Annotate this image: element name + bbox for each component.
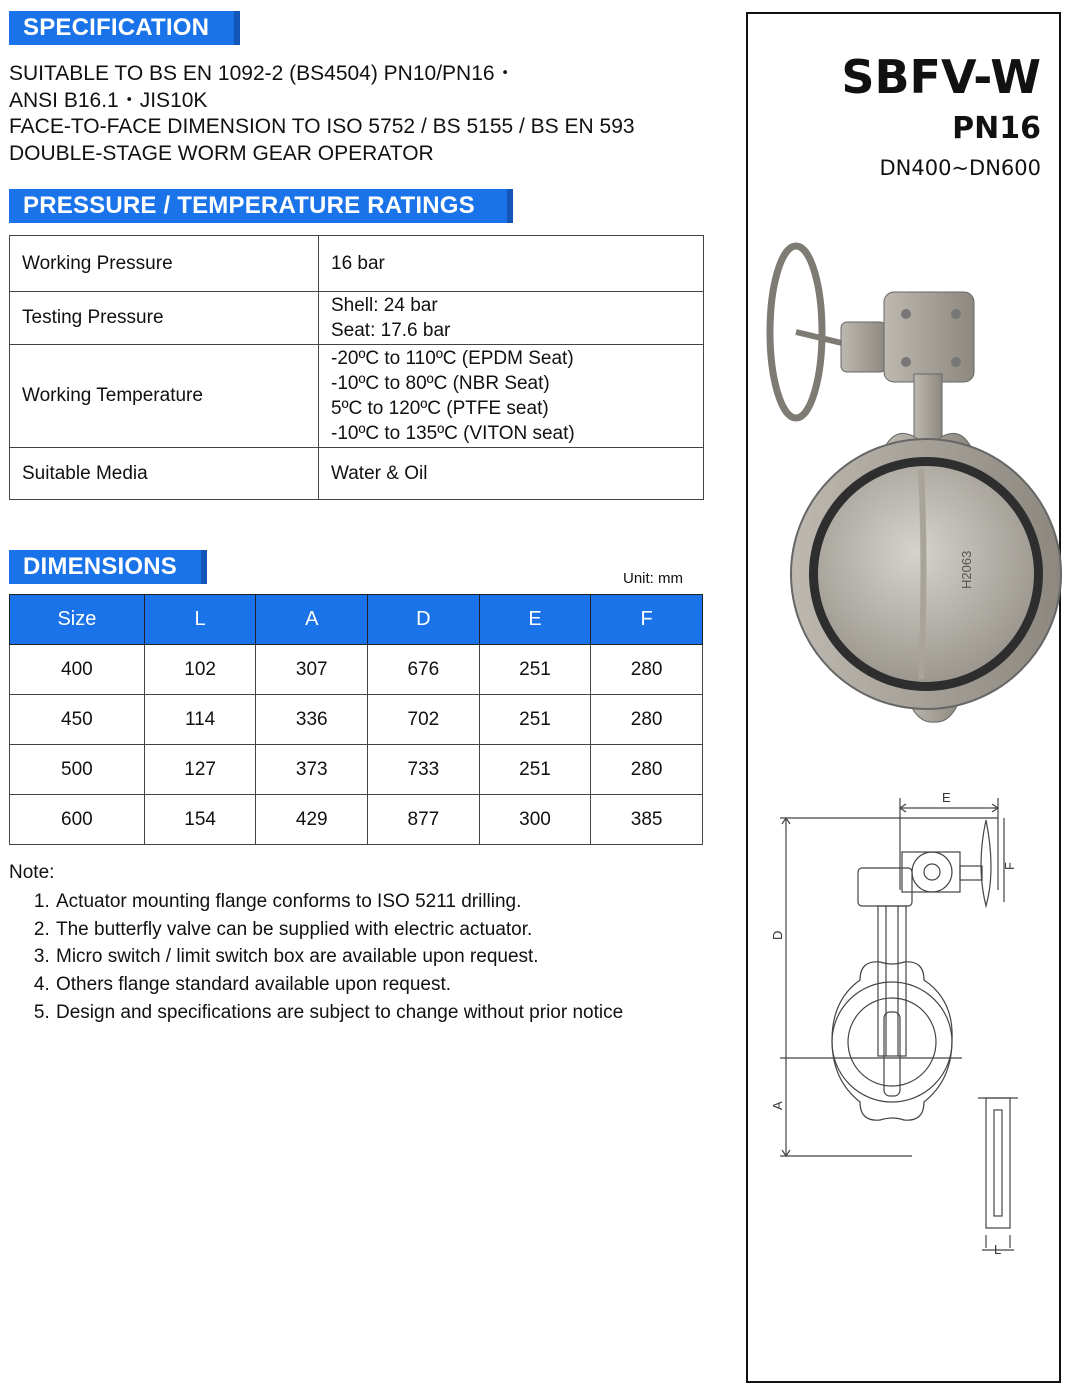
model-name: SBFV-W [841, 50, 1041, 104]
table-cell: 300 [479, 795, 591, 845]
table-cell: 702 [368, 695, 480, 745]
table-row [10, 745, 703, 795]
valve-photo [766, 244, 1046, 744]
rating-value-line: Shell: 24 bar [331, 295, 438, 316]
table-row [10, 645, 703, 695]
list-item: 3. Micro switch / limit switch box are available upon request. [55, 943, 623, 971]
table-row [10, 795, 703, 845]
table-row [10, 345, 704, 448]
table-cell: 251 [479, 695, 591, 745]
table-row [10, 695, 703, 745]
table-cell: 307 [256, 645, 368, 695]
table-row [10, 236, 704, 292]
rating-value-line: -20ºC to 110ºC (EPDM Seat) [331, 348, 574, 369]
rating-value [319, 345, 704, 448]
rating-value-line: Seat: 17.6 bar [331, 320, 451, 341]
table-cell: 400 [10, 645, 145, 695]
column-header: A [256, 595, 368, 645]
table-cell: 280 [591, 645, 703, 695]
list-item: 1. Actuator mounting flange conforms to ISO 5211 drilling. [55, 888, 623, 916]
table-cell: 733 [368, 745, 480, 795]
rating-value [319, 292, 704, 345]
spec-line: DOUBLE-STAGE WORM GEAR OPERATOR [9, 141, 434, 165]
rating-label: Suitable Media [10, 448, 319, 500]
table-cell: 154 [144, 795, 256, 845]
table-cell: 500 [10, 745, 145, 795]
dim-label-a: A [770, 1101, 785, 1110]
column-header: Size [10, 595, 145, 645]
table-cell: 877 [368, 795, 480, 845]
table-cell: 251 [479, 645, 591, 695]
table-cell: 385 [591, 795, 703, 845]
table-cell: 336 [256, 695, 368, 745]
table-cell: 429 [256, 795, 368, 845]
notes [9, 862, 623, 1027]
dim-label-l: L [994, 1242, 1002, 1257]
dim-label-d: D [770, 930, 785, 940]
rating-label: Working Pressure [10, 236, 319, 292]
spec-line: FACE-TO-FACE DIMENSION TO ISO 5752 / BS 5155 / BS EN 593 [9, 115, 635, 138]
dim-label-f: F [1002, 862, 1017, 870]
specification-text [9, 61, 635, 167]
column-header: E [479, 595, 591, 645]
table-cell: 127 [144, 745, 256, 795]
table-cell: 114 [144, 695, 256, 745]
list-item: 4. Others flange standard available upon request. [55, 971, 623, 999]
list-item: 5. Design and specifications are subject to change without prior notice [55, 999, 623, 1027]
table-cell: 280 [591, 695, 703, 745]
rating-label: Working Temperature [10, 345, 319, 448]
rating-value-line: -10ºC to 135ºC (VITON seat) [331, 423, 575, 444]
list-item: 2. The butterfly valve can be supplied with electric actuator. [55, 916, 623, 944]
notes-list [9, 888, 623, 1027]
specification-heading: SPECIFICATION [9, 11, 240, 45]
table-cell: 373 [256, 745, 368, 795]
notes-title: Note: [9, 862, 55, 883]
rating-value: Water & Oil [319, 448, 704, 500]
table-cell: 450 [10, 695, 145, 745]
rating-value-line: 5ºC to 120ºC (PTFE seat) [331, 398, 549, 419]
table-cell: 102 [144, 645, 256, 695]
ratings-table [9, 235, 704, 500]
dimensions-heading: DIMENSIONS [9, 550, 207, 584]
table-cell: 676 [368, 645, 480, 695]
column-header: L [144, 595, 256, 645]
pressure-class: PN16 [952, 111, 1041, 146]
table-header-row [10, 595, 703, 645]
unit-label: Unit: mm [623, 570, 683, 587]
size-range: DN400~DN600 [879, 156, 1041, 180]
dimensions-table [9, 594, 703, 845]
table-cell: 251 [479, 745, 591, 795]
column-header: F [591, 595, 703, 645]
table-row [10, 448, 704, 500]
column-header: D [368, 595, 480, 645]
product-panel [746, 12, 1061, 1383]
spec-line: SUITABLE TO BS EN 1092-2 (BS4504) PN10/PN16・ [9, 62, 516, 85]
dim-label-e: E [942, 790, 951, 805]
rating-label: Testing Pressure [10, 292, 319, 345]
rating-value-line: -10ºC to 80ºC (NBR Seat) [331, 373, 550, 394]
body-marking: H2063 [959, 550, 974, 589]
rating-value: 16 bar [319, 236, 704, 292]
table-row [10, 292, 704, 345]
table-cell: 280 [591, 745, 703, 795]
spec-line: ANSI B16.1・JIS10K [9, 88, 208, 112]
table-cell: 600 [10, 795, 145, 845]
ratings-heading: PRESSURE / TEMPERATURE RATINGS [9, 189, 513, 223]
dimension-drawing [772, 780, 1042, 1260]
